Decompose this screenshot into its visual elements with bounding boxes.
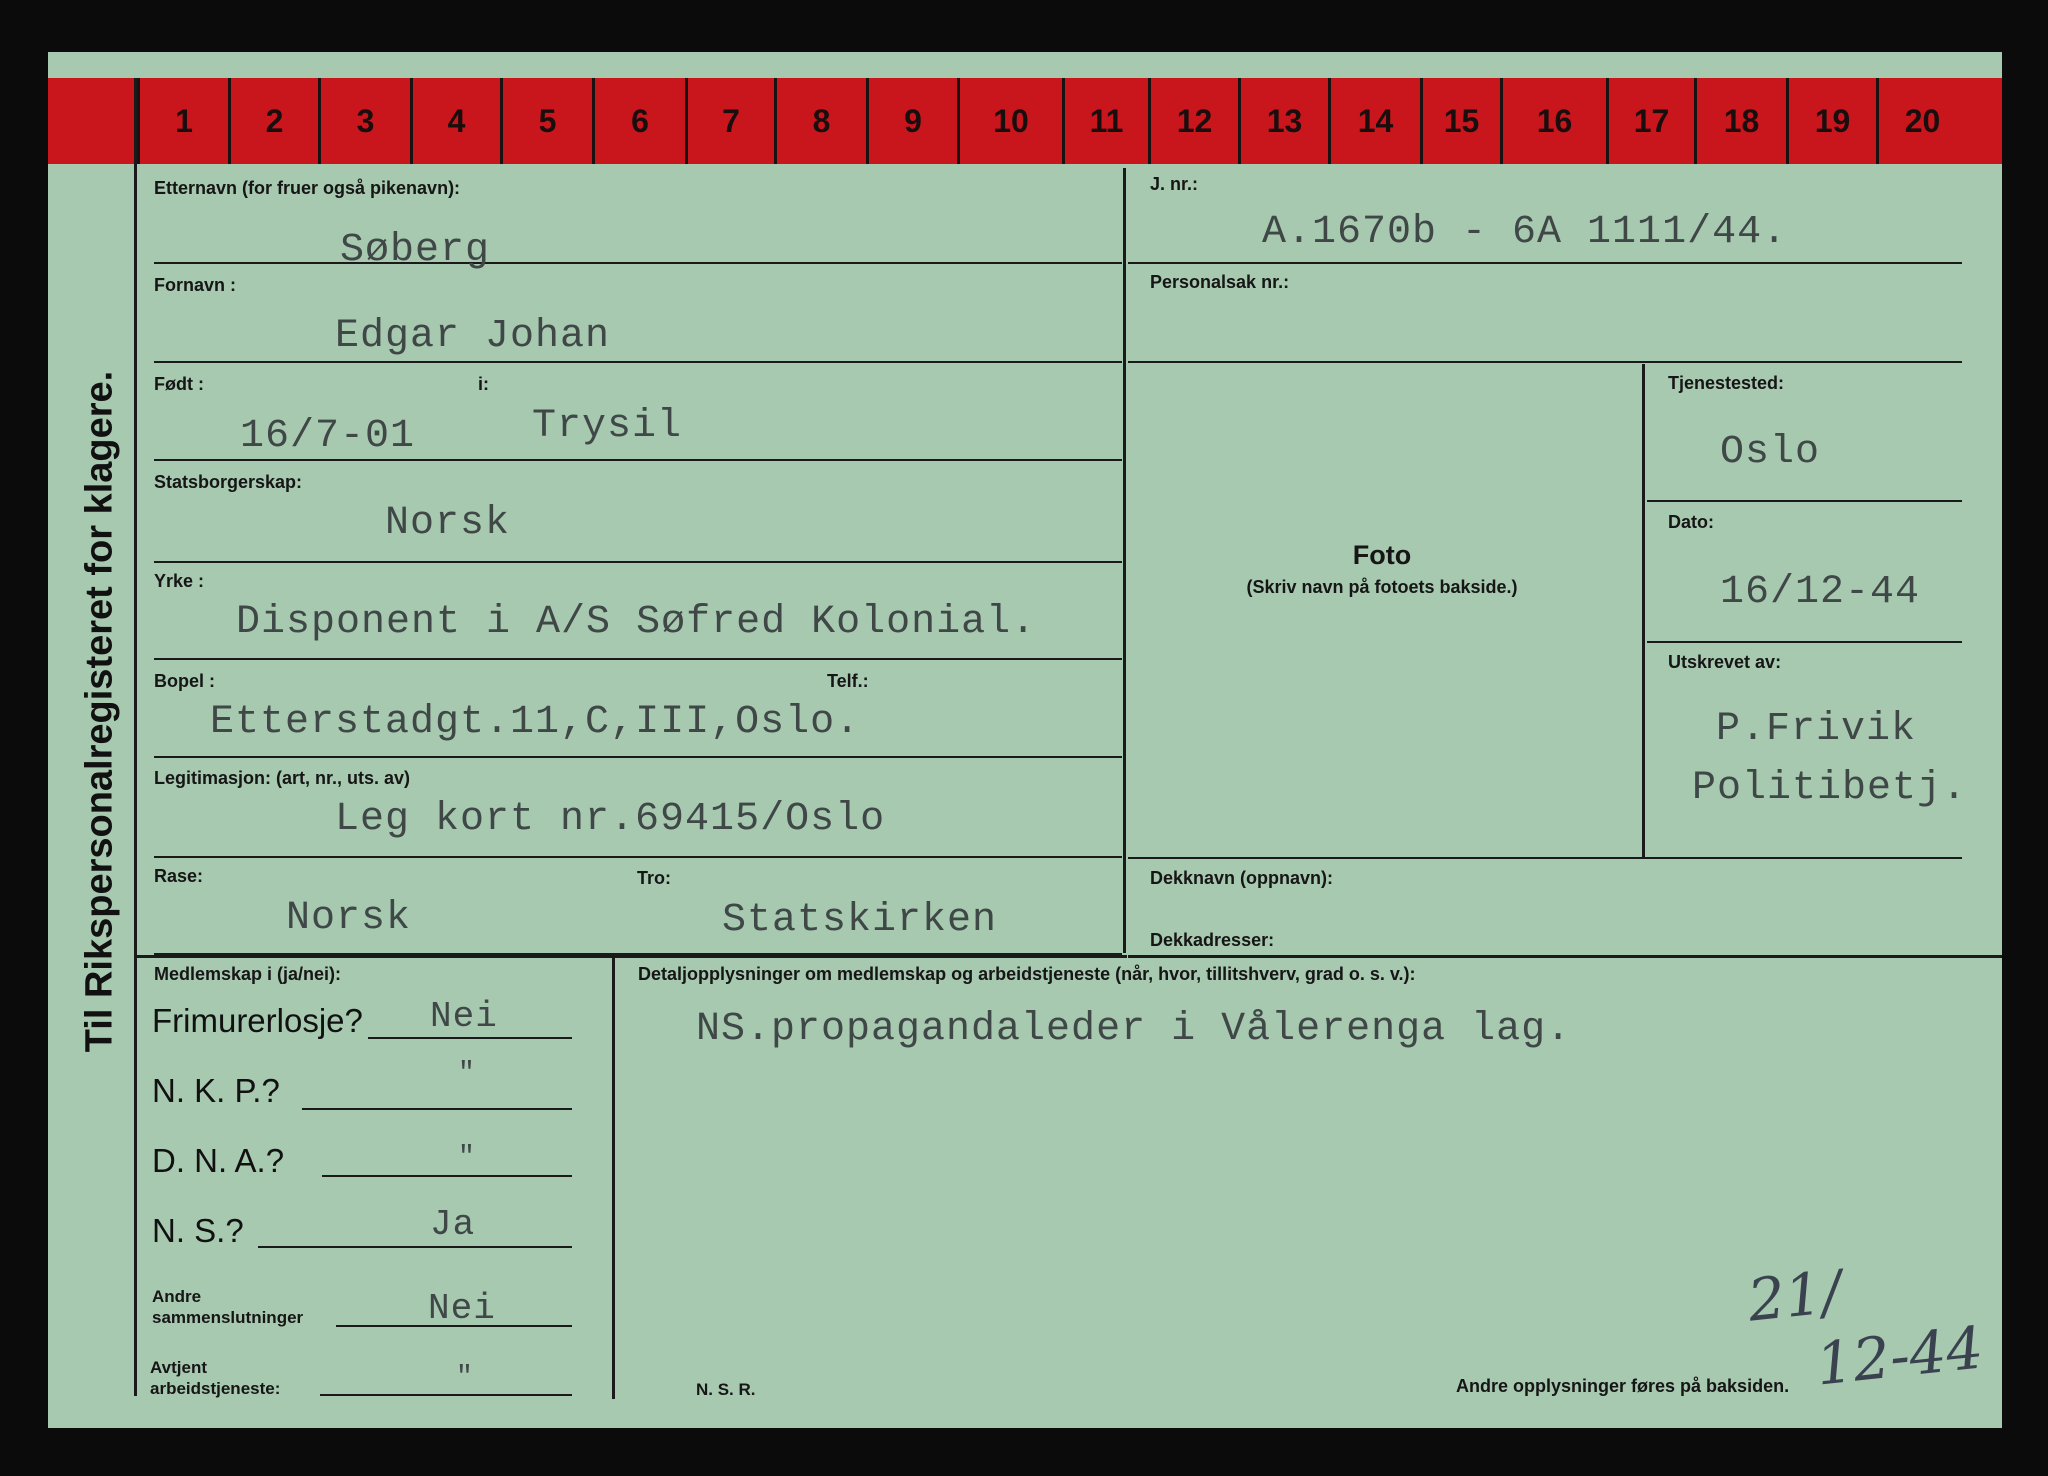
line-avtjent [320, 1394, 572, 1396]
line-bopel [154, 756, 1122, 758]
value-dna: " [458, 1142, 476, 1173]
value-utskrevet-name: P.Frivik [1716, 707, 1917, 752]
value-detalj: NS.propagandaleder i Vålerenga lag. [696, 1007, 1572, 1052]
line-dekkadresser [1128, 955, 2002, 958]
header-number-cell: 13 [1238, 78, 1328, 164]
header-number-cell: 6 [592, 78, 685, 164]
header-number-cell: 5 [500, 78, 592, 164]
line-legitimasjon [154, 856, 1122, 858]
value-etternavn: Søberg [340, 228, 491, 273]
value-frimurer: Nei [430, 996, 498, 1037]
line-tjenestested [1647, 500, 1962, 502]
value-fodt: 16/7-01 [240, 414, 416, 459]
header-number-cell: 10 [957, 78, 1062, 164]
line-etternavn [154, 262, 1122, 264]
value-rase: Norsk [286, 896, 412, 941]
value-tjenestested: Oslo [1720, 430, 1821, 475]
label-fodt: Født : [154, 374, 204, 394]
label-frimurer: Frimurerlosje? [152, 1002, 363, 1039]
value-bopel: Etterstadgt.11,C,III,Oslo. [210, 700, 861, 745]
header-number-cell: 8 [774, 78, 866, 164]
header-number-cell: 3 [318, 78, 410, 164]
value-tro: Statskirken [722, 898, 998, 943]
header-number-cell: 18 [1694, 78, 1786, 164]
value-dato: 16/12-44 [1720, 570, 1921, 615]
label-dekknavn: Dekknavn (oppnavn): [1150, 868, 1334, 888]
header-number-cell: 12 [1148, 78, 1238, 164]
value-fornavn: Edgar Johan [335, 314, 611, 359]
header-number-cell: 7 [685, 78, 774, 164]
side-title: Til Rikspersonalregisteret for klagere. [78, 370, 121, 1053]
photo-area [1128, 540, 1636, 598]
label-tro: Tro: [637, 868, 671, 888]
line-frimurer [368, 1037, 572, 1039]
line-ns [258, 1246, 572, 1248]
header-number-cell: 9 [866, 78, 957, 164]
line-jnr [1128, 262, 1962, 264]
label-jnr: J. nr.: [1150, 174, 1199, 194]
label-dna: D. N. A.? [152, 1142, 285, 1179]
label-statsborgerskap: Statsborgerskap: [154, 472, 303, 492]
label-avtjent: Avtjent arbeidstjeneste: [150, 1358, 281, 1398]
header-number-cell: 4 [410, 78, 500, 164]
label-bopel: Bopel : [154, 671, 215, 691]
line-statsborgerskap [154, 561, 1122, 563]
label-nsr: N. S. R. [696, 1380, 756, 1399]
label-i: i: [478, 374, 489, 394]
value-nkp: " [458, 1058, 476, 1089]
label-etternavn: Etternavn (for fruer også pikenavn): [154, 178, 461, 198]
line-left-section-end [137, 955, 1127, 958]
line-personalsak [1128, 361, 1962, 363]
header-number-cell: 1 [137, 78, 228, 164]
label-andre: Andre sammenslutninger [152, 1287, 304, 1327]
value-ns: Ja [430, 1204, 476, 1245]
handwritten-date-part1: 21/ [1744, 1257, 1845, 1335]
right-divider [1642, 364, 1645, 858]
label-personalsak: Personalsak nr.: [1150, 272, 1290, 292]
label-dato: Dato: [1668, 512, 1714, 532]
line-fornavn [154, 361, 1122, 363]
header-number-cell: 19 [1786, 78, 1876, 164]
value-utskrevet-title: Politibetj. [1692, 766, 1968, 811]
photo-hint: (Skriv navn på fotoets bakside.) [1246, 577, 1518, 597]
value-legitimasjon: Leg kort nr.69415/Oslo [335, 797, 886, 842]
label-rase: Rase: [154, 866, 204, 886]
line-dna [322, 1175, 572, 1177]
header-number-cell: 14 [1328, 78, 1420, 164]
value-jnr: A.1670b - 6A 1111/44. [1262, 210, 1788, 255]
value-andre: Nei [428, 1288, 496, 1329]
label-legitimasjon: Legitimasjon: (art, nr., uts. av) [154, 768, 411, 788]
line-yrke [154, 658, 1122, 660]
label-ns: N. S.? [152, 1212, 244, 1249]
bottom-divider [612, 957, 615, 1399]
line-fodt [154, 459, 1122, 461]
label-telf: Telf.: [827, 671, 869, 691]
line-dato [1647, 641, 1962, 643]
label-utskrevet: Utskrevet av: [1668, 652, 1782, 672]
photo-label: Foto [1352, 540, 1412, 570]
label-detalj: Detaljopplysninger om medlemskap og arbeidstjeneste (når, hvor, tillitshverv, grad o. s. v.): [638, 964, 1416, 984]
header-number-cell: 11 [1062, 78, 1148, 164]
label-medlemskap: Medlemskap i (ja/nei): [154, 964, 342, 984]
label-dekkadresser: Dekkadresser: [1150, 930, 1275, 950]
header-number-cell: 20 [1876, 78, 1966, 164]
label-yrke: Yrke : [154, 571, 205, 591]
header-number-cell: 16 [1500, 78, 1606, 164]
handwritten-date-part2: 12-44 [1812, 1313, 1987, 1399]
value-fodested: Trysil [532, 404, 683, 449]
value-yrke: Disponent i A/S Søfred Kolonial. [236, 600, 1037, 645]
label-andre-opplysninger: Andre opplysninger føres på baksiden. [1456, 1376, 1790, 1396]
label-nkp: N. K. P.? [152, 1072, 280, 1109]
header-number-cell: 2 [228, 78, 318, 164]
value-statsborgerskap: Norsk [385, 501, 511, 546]
header-number-cell: 17 [1606, 78, 1694, 164]
line-photo-bottom [1128, 857, 1962, 859]
header-number-cell: 15 [1420, 78, 1500, 164]
value-avtjent: " [456, 1362, 474, 1393]
left-border [134, 78, 137, 1396]
label-fornavn: Fornavn : [154, 275, 237, 295]
center-divider [1123, 168, 1126, 953]
line-nkp [302, 1108, 572, 1110]
label-tjenestested: Tjenestested: [1668, 373, 1785, 393]
